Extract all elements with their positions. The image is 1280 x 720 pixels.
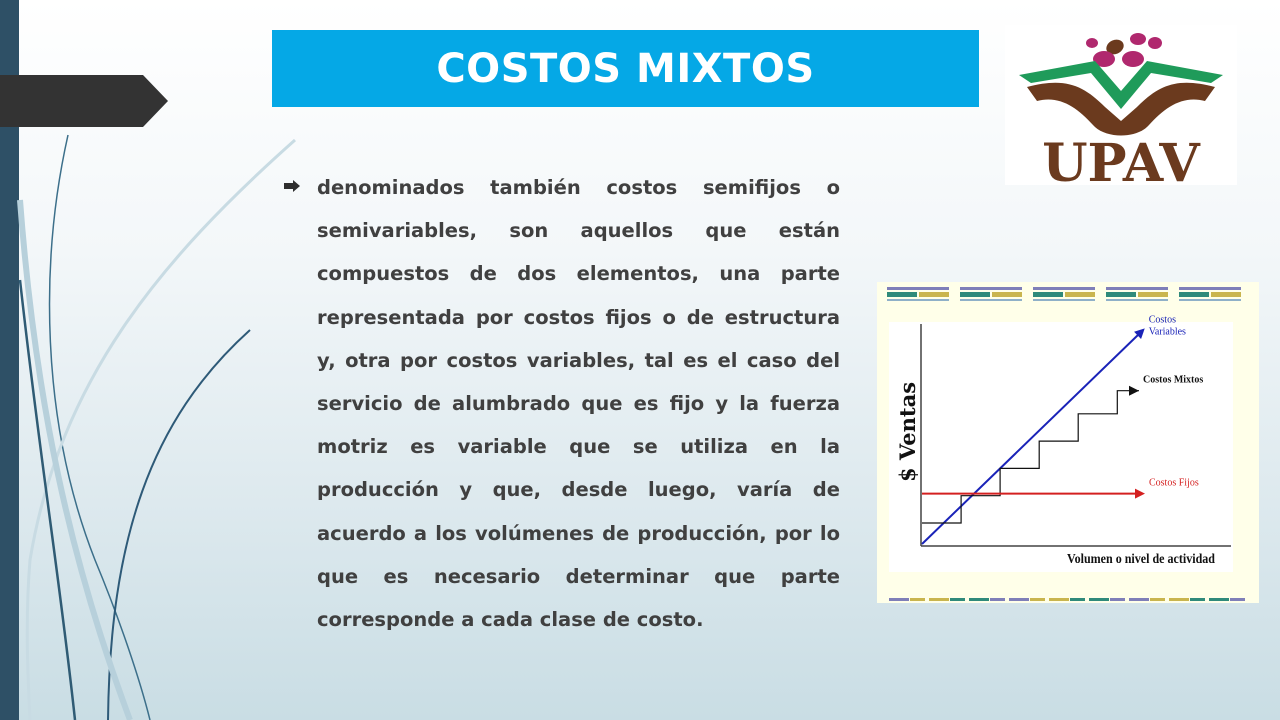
border-stripe xyxy=(889,598,909,601)
border-stripe xyxy=(1089,598,1109,601)
chart-top-border xyxy=(887,287,1241,301)
arrow-right-icon xyxy=(284,180,300,192)
border-stripe xyxy=(1049,598,1069,601)
x-axis-label: Volumen o nivel de actividad xyxy=(1067,552,1216,567)
border-stripe xyxy=(1106,287,1168,290)
border-stripe xyxy=(1190,598,1205,601)
border-stripe xyxy=(1106,299,1168,301)
border-stripe xyxy=(1030,598,1045,601)
border-stripe xyxy=(887,299,949,301)
chart-plot-background xyxy=(889,322,1233,572)
upav-logo-icon xyxy=(1005,25,1237,185)
border-stripe xyxy=(1106,292,1136,297)
border-stripe xyxy=(960,299,1022,301)
border-stripe xyxy=(1150,598,1165,601)
border-stripe xyxy=(919,292,949,297)
border-stripe xyxy=(1009,598,1029,601)
border-stripe xyxy=(1065,292,1095,297)
y-axis-label: $ Ventas xyxy=(895,381,920,483)
border-stripe xyxy=(887,292,917,297)
border-stripe xyxy=(1211,292,1241,297)
border-stripe xyxy=(1179,299,1241,301)
upav-logo xyxy=(1005,25,1237,185)
border-stripe xyxy=(887,287,949,290)
border-stripe xyxy=(1033,292,1063,297)
series-label: Costos xyxy=(1148,314,1176,326)
border-stripe xyxy=(929,598,949,601)
series-label: Costos Mixtos xyxy=(1143,374,1204,386)
slide-title: COSTOS MIXTOS xyxy=(436,45,815,92)
border-stripe xyxy=(1169,598,1189,601)
border-stripe xyxy=(1129,598,1149,601)
border-stripe xyxy=(1033,299,1095,301)
title-bar xyxy=(272,30,979,107)
logo-wordmark: UPAV xyxy=(1042,133,1200,185)
border-stripe xyxy=(1110,598,1125,601)
border-stripe xyxy=(1209,598,1229,601)
bullet-paragraph: denominados también costos semifijos o semivariables, son aquellos que están compuestos de dos elementos, una parte representada por costos fijos o de estructura y, otra por costos variables, tal es el caso del servicio de alumbrado que es fijo y la fuerza motriz es variable que se utiliza en la producción y que, desde luego, varía de acuerdo a los volúmenes de producción, por lo que es necesario determinar que parte corresponde a cada clase de costo. xyxy=(317,176,840,632)
dark-arrow-tab xyxy=(0,75,168,127)
costos-chart xyxy=(877,282,1259,603)
border-stripe xyxy=(960,292,990,297)
border-stripe xyxy=(1138,292,1168,297)
border-stripe xyxy=(1179,287,1241,290)
border-stripe xyxy=(950,598,965,601)
series-label: Variables xyxy=(1148,326,1186,338)
border-stripe xyxy=(1070,598,1085,601)
border-stripe xyxy=(1033,287,1095,290)
series-label: Costos Fijos xyxy=(1149,477,1199,489)
border-stripe xyxy=(1179,292,1209,297)
border-stripe xyxy=(1230,598,1245,601)
chart-bottom-border xyxy=(889,598,1245,601)
border-stripe xyxy=(992,292,1022,297)
border-stripe xyxy=(910,598,925,601)
chart-svg xyxy=(877,282,1259,603)
border-stripe xyxy=(969,598,989,601)
border-stripe xyxy=(960,287,1022,290)
border-stripe xyxy=(990,598,1005,601)
